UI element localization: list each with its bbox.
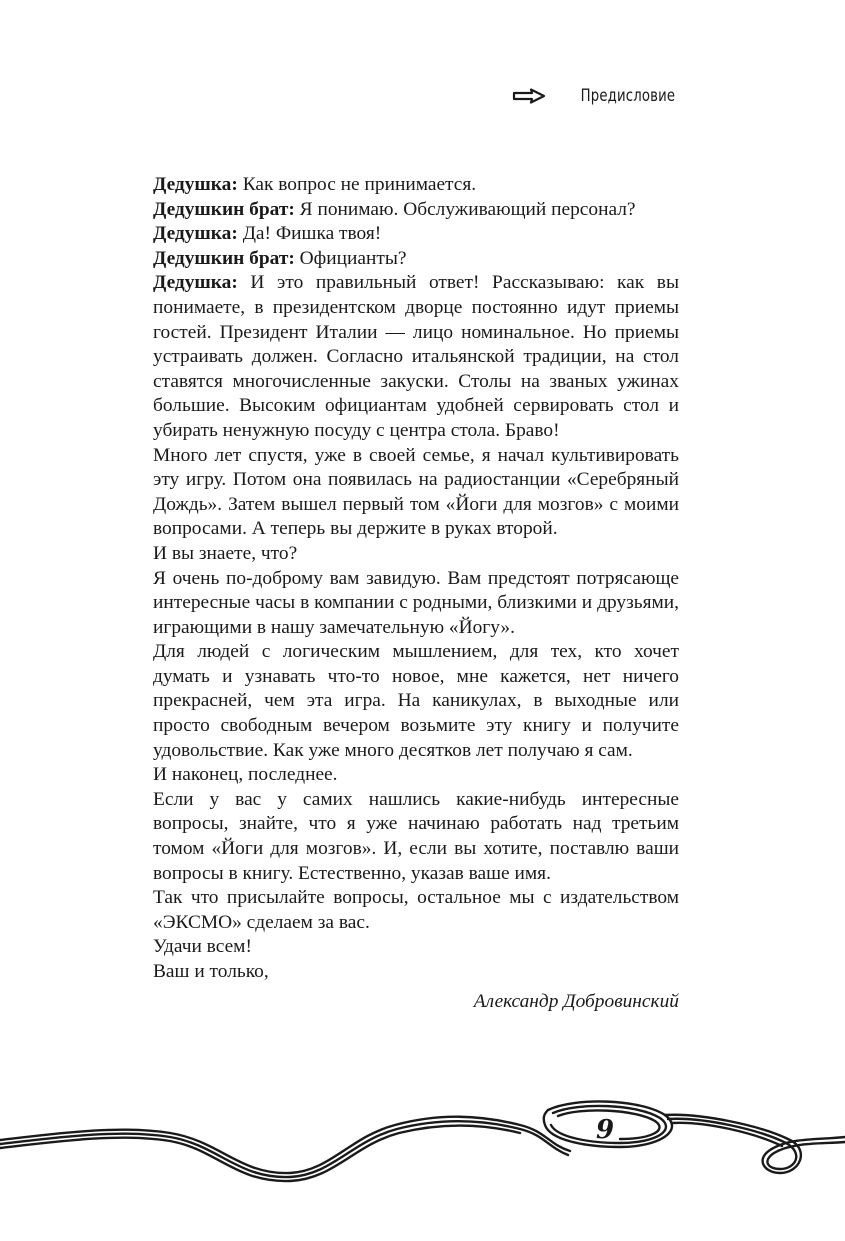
speaker-label: Дедушка: [153,174,238,195]
dialogue-text: И это правильный ответ! Рассказываю: как вы понимаете, в президентском дворце постоянно идут приемы гостей. Президент Италии — лицо номинальное. Но приемы устраивать должен. Согласно итальянской традиции, на стол ставятся многочисленные закуски. Столы на званых ужинах большие. Высоким официантам удобней сервировать стол и убирать ненужную посуду с центра стола. Браво! [153,272,679,441]
dialogue-line [153,173,679,198]
paragraph: Так что присылайте вопросы, остальное мы с издательством «ЭКСМО» сделаем за вас. [153,887,679,933]
paragraph: И наконец, последнее. [153,764,338,786]
dialogue-text: Официанты? [294,247,407,269]
paragraph: Ваш и только, [153,961,269,982]
dialogue-text: Как вопрос не принимается. [237,174,477,195]
swirl-ribbon-ornament [0,1085,845,1205]
dialogue-text: Я понимаю. Обслуживающий персонал? [294,198,636,220]
speaker-label: Дедушкин брат: [153,198,295,220]
running-header [512,86,675,106]
pointing-hand-arrow-icon [512,88,546,104]
dialogue-line [153,198,679,223]
page-number: 9 [595,1115,615,1145]
paragraph: Удачи всем! [153,936,252,958]
paragraph: Много лет спустя, уже в своей семье, я начал культивировать эту игру. Потом она появилась на радиостанции «Серебряный Дождь». Затем вышел первый том «Йоги для мозгов» с моими вопросами. А теперь вы держите в руках второй. [153,444,679,540]
paragraph: Я очень по-доброму вам завидую. Вам предстоят потрясающе интересные часы в компании с родными, близкими и друзьями, играющими в нашу замечательную «Йогу». [153,567,679,638]
paragraph: И вы знаете, что? [153,542,298,564]
dialogue-line [153,271,679,443]
body-text [153,173,679,985]
dialogue-text: Да! Фишка твоя! [237,223,382,245]
speaker-label: Дедушкин брат: [153,247,295,269]
paragraph: Если у вас у самих нашлись какие-нибудь интересные вопросы, знайте, что я уже начинаю работать над третьим томом «Йоги для мозгов». И, если вы хотите, поставлю ваши вопросы в книгу. Естественно, указав ваше имя. [153,788,679,884]
speaker-label: Дедушка: [153,223,238,245]
author-signature: Александр Добровинский [473,991,679,1012]
speaker-label: Дедушка: [153,272,238,294]
dialogue-line [153,222,679,247]
dialogue-line [153,247,679,272]
paragraph: Для людей с логическим мышлением, для тех, кто хочет думать и узнавать что-то новое, мне кажется, нет ничего прекрасней, чем эта игра. На каникулах, в выходные или просто свободным вечером возьмите эту книгу и получите удовольствие. Как уже много десятков лет получаю я сам. [153,641,679,761]
section-title: Предисловие [580,86,675,106]
